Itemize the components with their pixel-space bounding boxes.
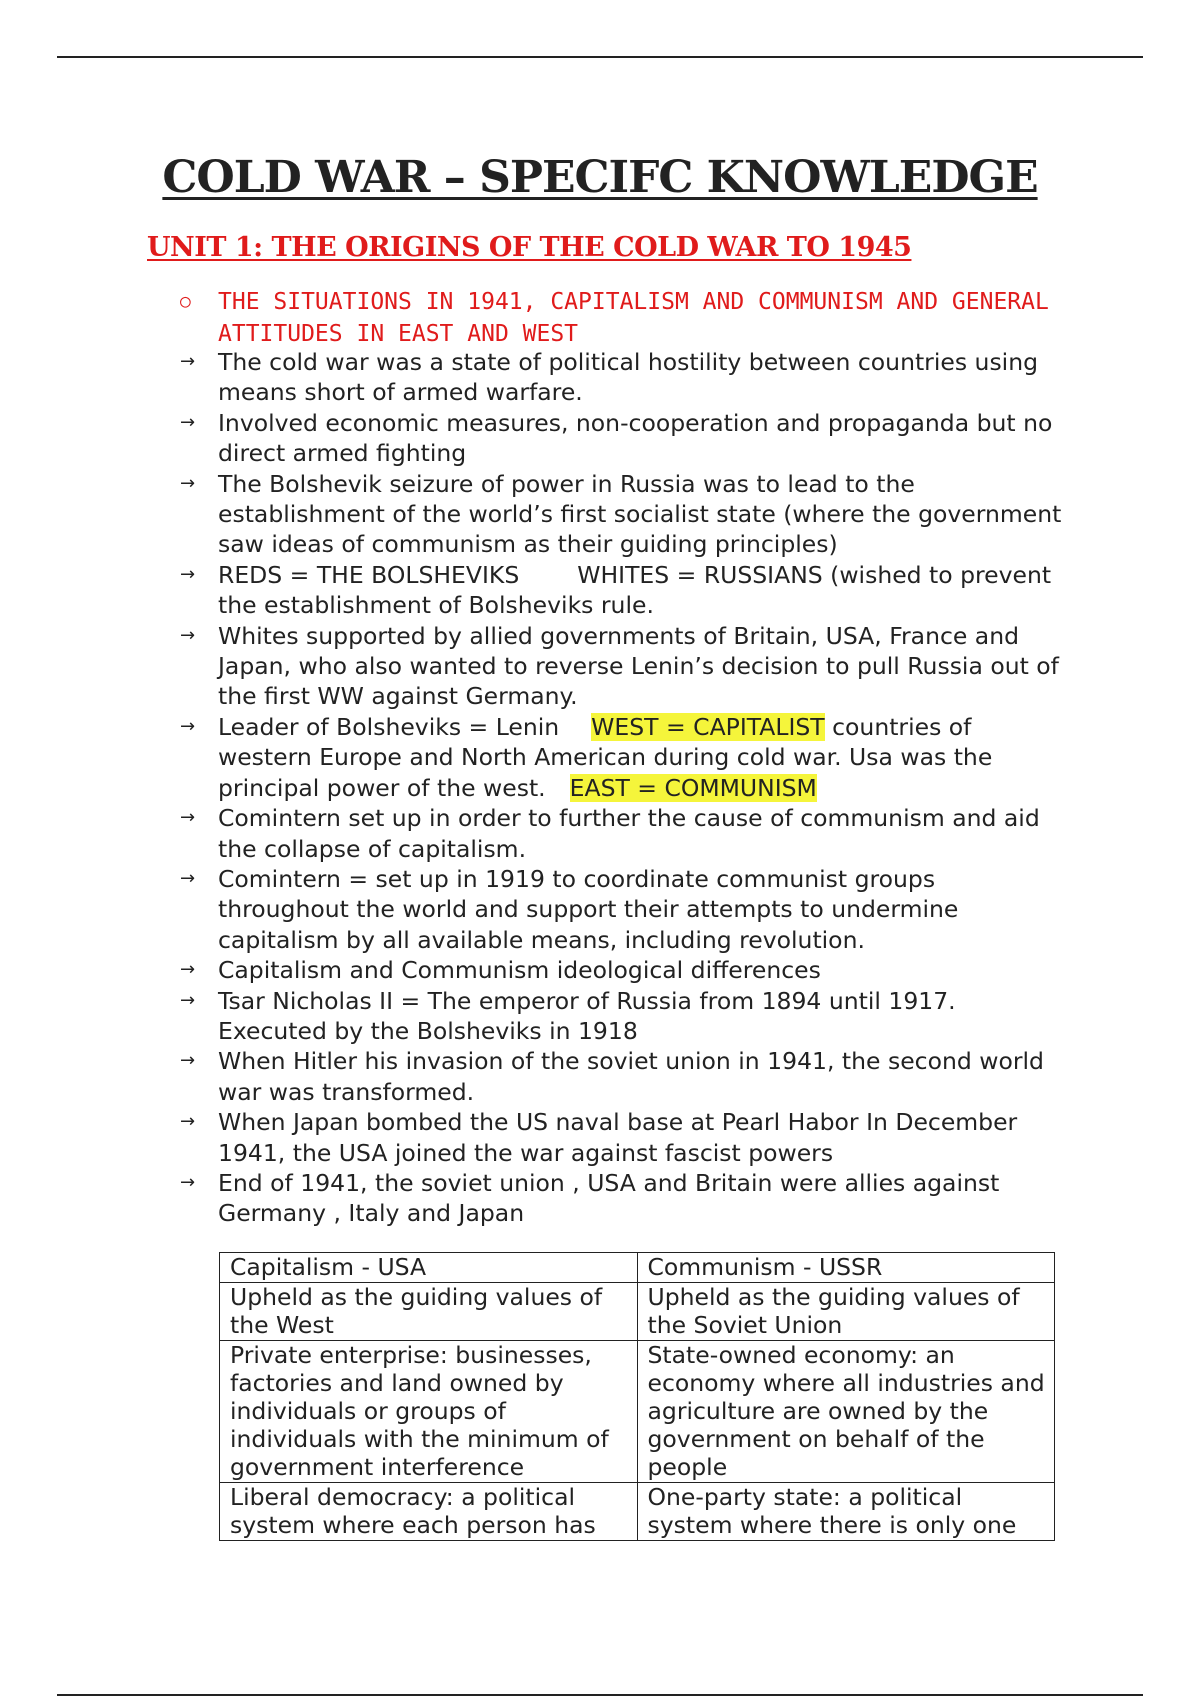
arrow-bullet-icon: → — [180, 959, 196, 981]
bullet-text: When Hitler his invasion of the soviet union in 1941, the second world war was transformed. — [218, 1047, 1044, 1106]
bullet-text: The Bolshevik seizure of power in Russia was to lead to the establishment of the world’s first socialist state (where the government saw ideas of communism as their guiding principles) — [218, 469, 1062, 559]
bullet-text: WHITES = RUSSIANS (wished to prevent the establishment of Bolsheviks rule. — [218, 560, 1052, 620]
unit-heading: UNIT 1: THE ORIGINS OF THE COLD WAR TO 1945 — [147, 232, 912, 263]
arrow-bullet-icon: → — [180, 472, 196, 494]
arrow-bullet-icon: → — [180, 1111, 196, 1133]
list-item — [180, 803, 1070, 864]
arrow-bullet-icon: → — [180, 1050, 196, 1072]
list-item — [180, 408, 1070, 469]
table-header-row — [220, 1253, 1055, 1283]
list-item — [180, 1107, 1070, 1168]
arrow-bullet-icon: → — [180, 989, 196, 1011]
highlight-east-communism: EAST = COMMUNISM — [569, 773, 817, 802]
table-cell: Upheld as the guiding values of the Soviet Union — [637, 1283, 1055, 1341]
bullet-text: REDS = THE BOLSHEVIKS — [218, 560, 520, 589]
bullet-text: Capitalism and Communism ideological differences — [218, 956, 821, 985]
bullet-text: When Japan bombed the US naval base at Pearl Habor In December 1941, the USA joined the war against fascist powers — [218, 1108, 1018, 1167]
bullet-text: Tsar Nicholas II = The emperor of Russia from 1894 until 1917. Executed by the Bolsheviks in 1918 — [218, 986, 956, 1045]
bullet-text: Leader of Bolsheviks = Lenin — [218, 712, 560, 741]
bullet-text: End of 1941, the soviet union , USA and Britain were allies against Germany , Italy and Japan — [218, 1168, 1000, 1228]
page-title: COLD WAR – SPECIFC KNOWLEDGE — [162, 152, 1038, 203]
list-item — [180, 560, 1070, 621]
bullet-text: The cold war was a state of political hostility between countries using means short of armed warfare. — [218, 348, 1039, 407]
arrow-bullet-icon: → — [180, 411, 196, 433]
list-item — [180, 347, 1070, 408]
arrow-bullet-icon: → — [180, 807, 196, 829]
table-row — [220, 1483, 1055, 1541]
bottom-rule — [57, 1694, 1143, 1696]
bullet-text: Comintern = set up in 1919 to coordinate communist groups throughout the world and support their attempts to undermine capitalism by all available means, including revolution. — [218, 864, 959, 954]
list-item — [180, 986, 1070, 1047]
table-row — [220, 1283, 1055, 1341]
arrow-bullet-icon: → — [180, 563, 196, 585]
list-item — [180, 712, 1070, 803]
table-row — [220, 1341, 1055, 1483]
table-cell: State-owned economy: an economy where all industries and agriculture are owned by the government on behalf of the people — [637, 1341, 1055, 1483]
list-item — [180, 955, 1070, 985]
arrow-bullet-icon: → — [180, 1171, 196, 1193]
arrow-bullet-icon: → — [180, 715, 196, 737]
table-header-cell: Capitalism - USA — [220, 1253, 638, 1283]
list-item — [180, 1046, 1070, 1107]
bullet-text: countries of western Europe and North American during cold war. Usa was the principal power of the west. — [218, 712, 993, 802]
table-cell: Upheld as the guiding values of the West — [220, 1283, 638, 1341]
bullet-text: Involved economic measures, non-cooperation and propaganda but no direct armed fighting — [218, 408, 1053, 468]
top-rule — [57, 56, 1143, 58]
section-heading — [180, 286, 1060, 350]
list-item — [180, 469, 1070, 560]
table-cell: One-party state: a political system where there is only one — [637, 1483, 1055, 1541]
table-cell: Liberal democracy: a political system where each person has — [220, 1483, 638, 1541]
arrow-bullet-icon: → — [180, 351, 196, 372]
ideology-comparison-table — [219, 1252, 1055, 1541]
section-heading-text: THE SITUATIONS IN 1941, CAPITALISM AND COMMUNISM AND GENERAL ATTITUDES IN EAST AND WEST — [218, 289, 1049, 347]
list-item — [180, 621, 1070, 712]
table-cell: Private enterprise: businesses, factories and land owned by individuals or groups of individuals with the minimum of government interference — [220, 1341, 638, 1483]
list-item — [180, 1168, 1070, 1229]
bullet-text: Whites supported by allied governments of Britain, USA, France and Japan, who also wanted to reverse Lenin’s decision to pull Russia out of the first WW against Germany. — [218, 621, 1059, 711]
list-item — [180, 864, 1070, 955]
bullet-text: Comintern set up in order to further the cause of communism and aid the collapse of capitalism. — [218, 804, 1040, 863]
arrow-bullet-icon: → — [180, 867, 196, 889]
circle-bullet-icon: ○ — [180, 291, 191, 312]
bullet-list — [180, 347, 1070, 1229]
table-header-cell: Communism - USSR — [637, 1253, 1055, 1283]
highlight-west-capitalist: WEST = CAPITALIST — [591, 712, 825, 741]
arrow-bullet-icon: → — [180, 624, 196, 646]
